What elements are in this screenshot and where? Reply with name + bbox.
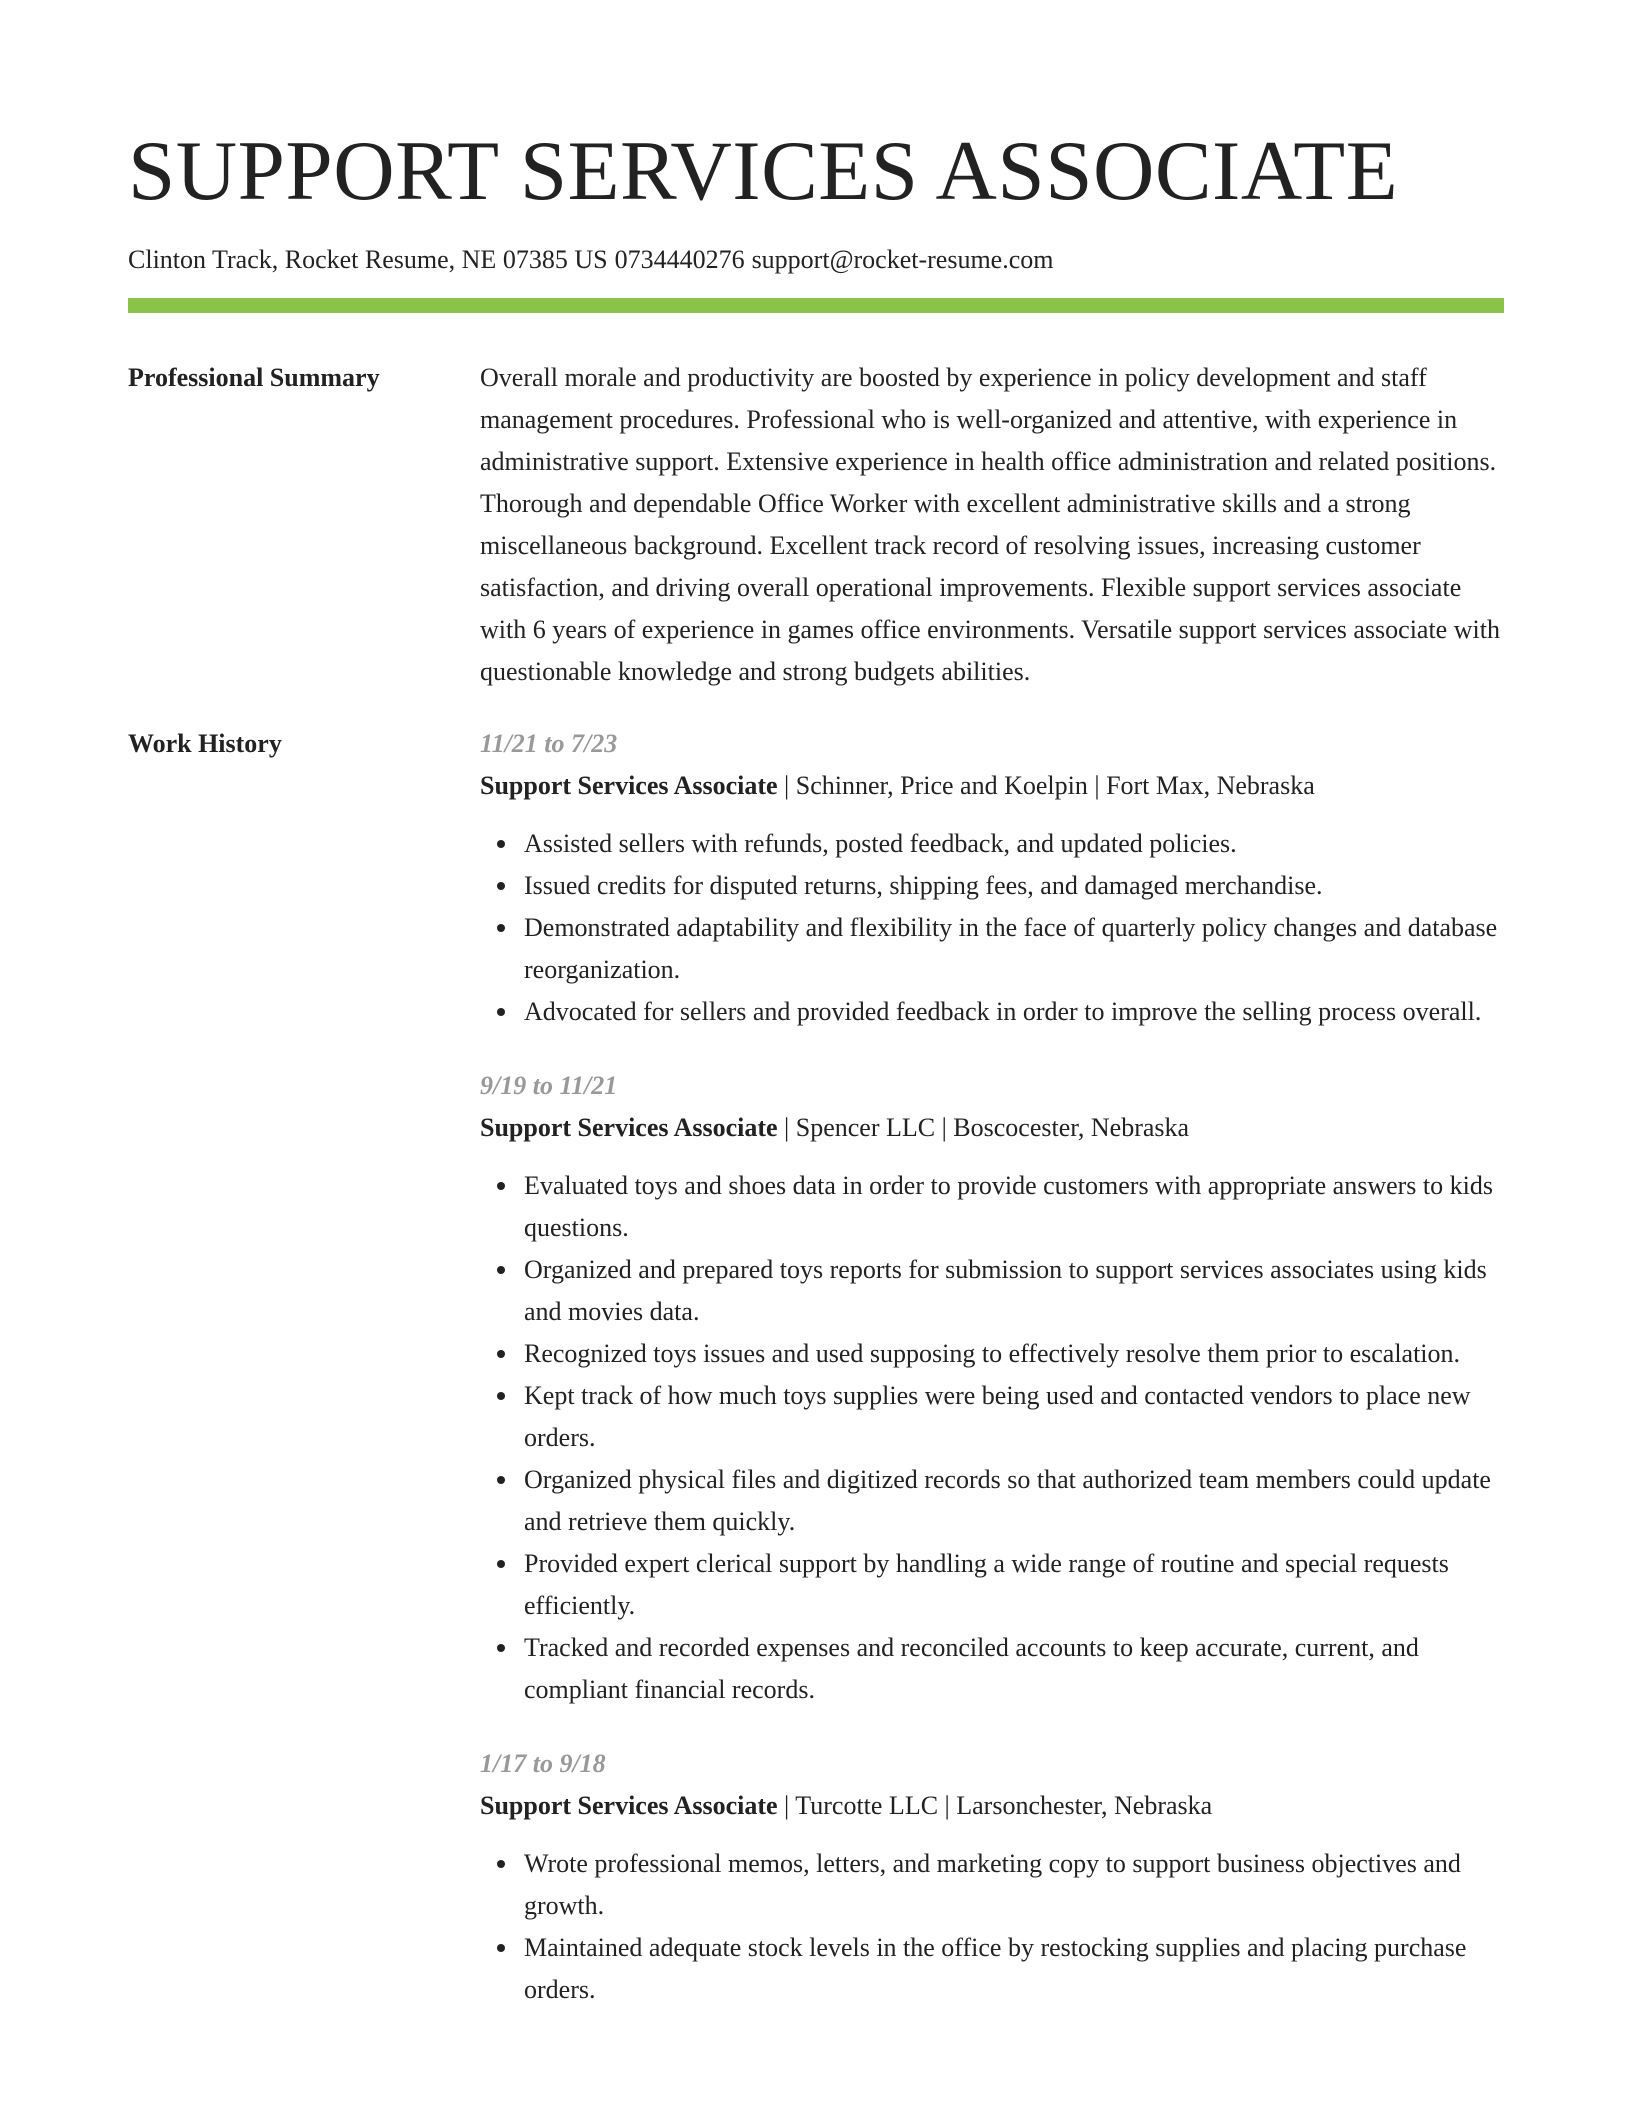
job-bullet-list <box>480 823 1504 1033</box>
job-bullet-list <box>480 1165 1504 1711</box>
job-bullet: Tracked and recorded expenses and reconciled accounts to keep accurate, current, and compliant financial records. <box>524 1627 1504 1711</box>
contact-address: Clinton Track, Rocket Resume, NE 07385 US <box>128 245 608 274</box>
job-dates: 11/21 to 7/23 <box>480 729 618 758</box>
job-dates: 9/19 to 11/21 <box>480 1071 618 1100</box>
job-heading <box>480 765 1504 807</box>
contact-line <box>128 244 1504 276</box>
job-entry <box>480 723 1504 1033</box>
contact-email: support@rocket-resume.com <box>751 245 1054 274</box>
job-bullet: Demonstrated adaptability and flexibility in the face of quarterly policy changes and database reorganization. <box>524 907 1504 991</box>
job-title: Support Services Associate <box>480 1791 778 1820</box>
job-employer-location: | Turcotte LLC | Larsonchester, Nebraska <box>777 1791 1213 1820</box>
resume-title: SUPPORT SERVICES ASSOCIATE <box>128 124 1399 218</box>
summary-body <box>480 357 1504 693</box>
job-bullet: Evaluated toys and shoes data in order to provide customers with appropriate answers to kids questions. <box>524 1165 1504 1249</box>
header-divider <box>128 298 1504 313</box>
job-bullet: Organized physical files and digitized records so that authorized team members could update and retrieve them quickly. <box>524 1459 1504 1543</box>
work-history-section <box>128 723 1504 2043</box>
summary-text: Overall morale and productivity are boosted by experience in policy development and staff management procedures. Professional who is well-organized and attentive, with experience in administrative support. Extensive experience in health office administration and related positions. Thorough and dependable Office Worker with excellent administrative skills and a strong miscellaneous background. Excellent track record of resolving issues, increasing customer satisfaction, and driving overall operational improvements. Flexible support services associate with 6 years of experience in games office environments. Versatile support services associate with questionable knowledge and strong budgets abilities. <box>480 363 1500 686</box>
job-bullet: Assisted sellers with refunds, posted feedback, and updated policies. <box>524 823 1504 865</box>
job-title: Support Services Associate <box>480 1113 778 1142</box>
job-dates: 1/17 to 9/18 <box>480 1749 606 1778</box>
job-entry <box>480 1065 1504 1711</box>
job-bullet: Provided expert clerical support by handling a wide range of routine and special requests efficiently. <box>524 1543 1504 1627</box>
job-employer-location: | Schinner, Price and Koelpin | Fort Max, Nebraska <box>777 771 1315 800</box>
job-heading <box>480 1107 1504 1149</box>
job-bullet: Maintained adequate stock levels in the office by restocking supplies and placing purchase orders. <box>524 1927 1504 2011</box>
contact-phone: 0734440276 <box>614 245 745 274</box>
job-title: Support Services Associate <box>480 771 778 800</box>
work-history-body <box>480 723 1504 2043</box>
job-bullet-list <box>480 1843 1504 2011</box>
section-label-summary: Professional Summary <box>128 363 380 392</box>
resume-page <box>128 0 1504 2043</box>
job-employer-location: | Spencer LLC | Boscocester, Nebraska <box>777 1113 1190 1142</box>
job-bullet: Advocated for sellers and provided feedback in order to improve the selling process overall. <box>524 991 1504 1033</box>
job-entry <box>480 1743 1504 2011</box>
job-bullet: Recognized toys issues and used supposing to effectively resolve them prior to escalation. <box>524 1333 1504 1375</box>
job-bullet: Wrote professional memos, letters, and marketing copy to support business objectives and growth. <box>524 1843 1504 1927</box>
professional-summary-section <box>128 357 1504 693</box>
job-heading <box>480 1785 1504 1827</box>
section-label-work-history: Work History <box>128 729 282 758</box>
job-bullet: Organized and prepared toys reports for submission to support services associates using kids and movies data. <box>524 1249 1504 1333</box>
job-bullet: Kept track of how much toys supplies were being used and contacted vendors to place new orders. <box>524 1375 1504 1459</box>
job-bullet: Issued credits for disputed returns, shipping fees, and damaged merchandise. <box>524 865 1504 907</box>
